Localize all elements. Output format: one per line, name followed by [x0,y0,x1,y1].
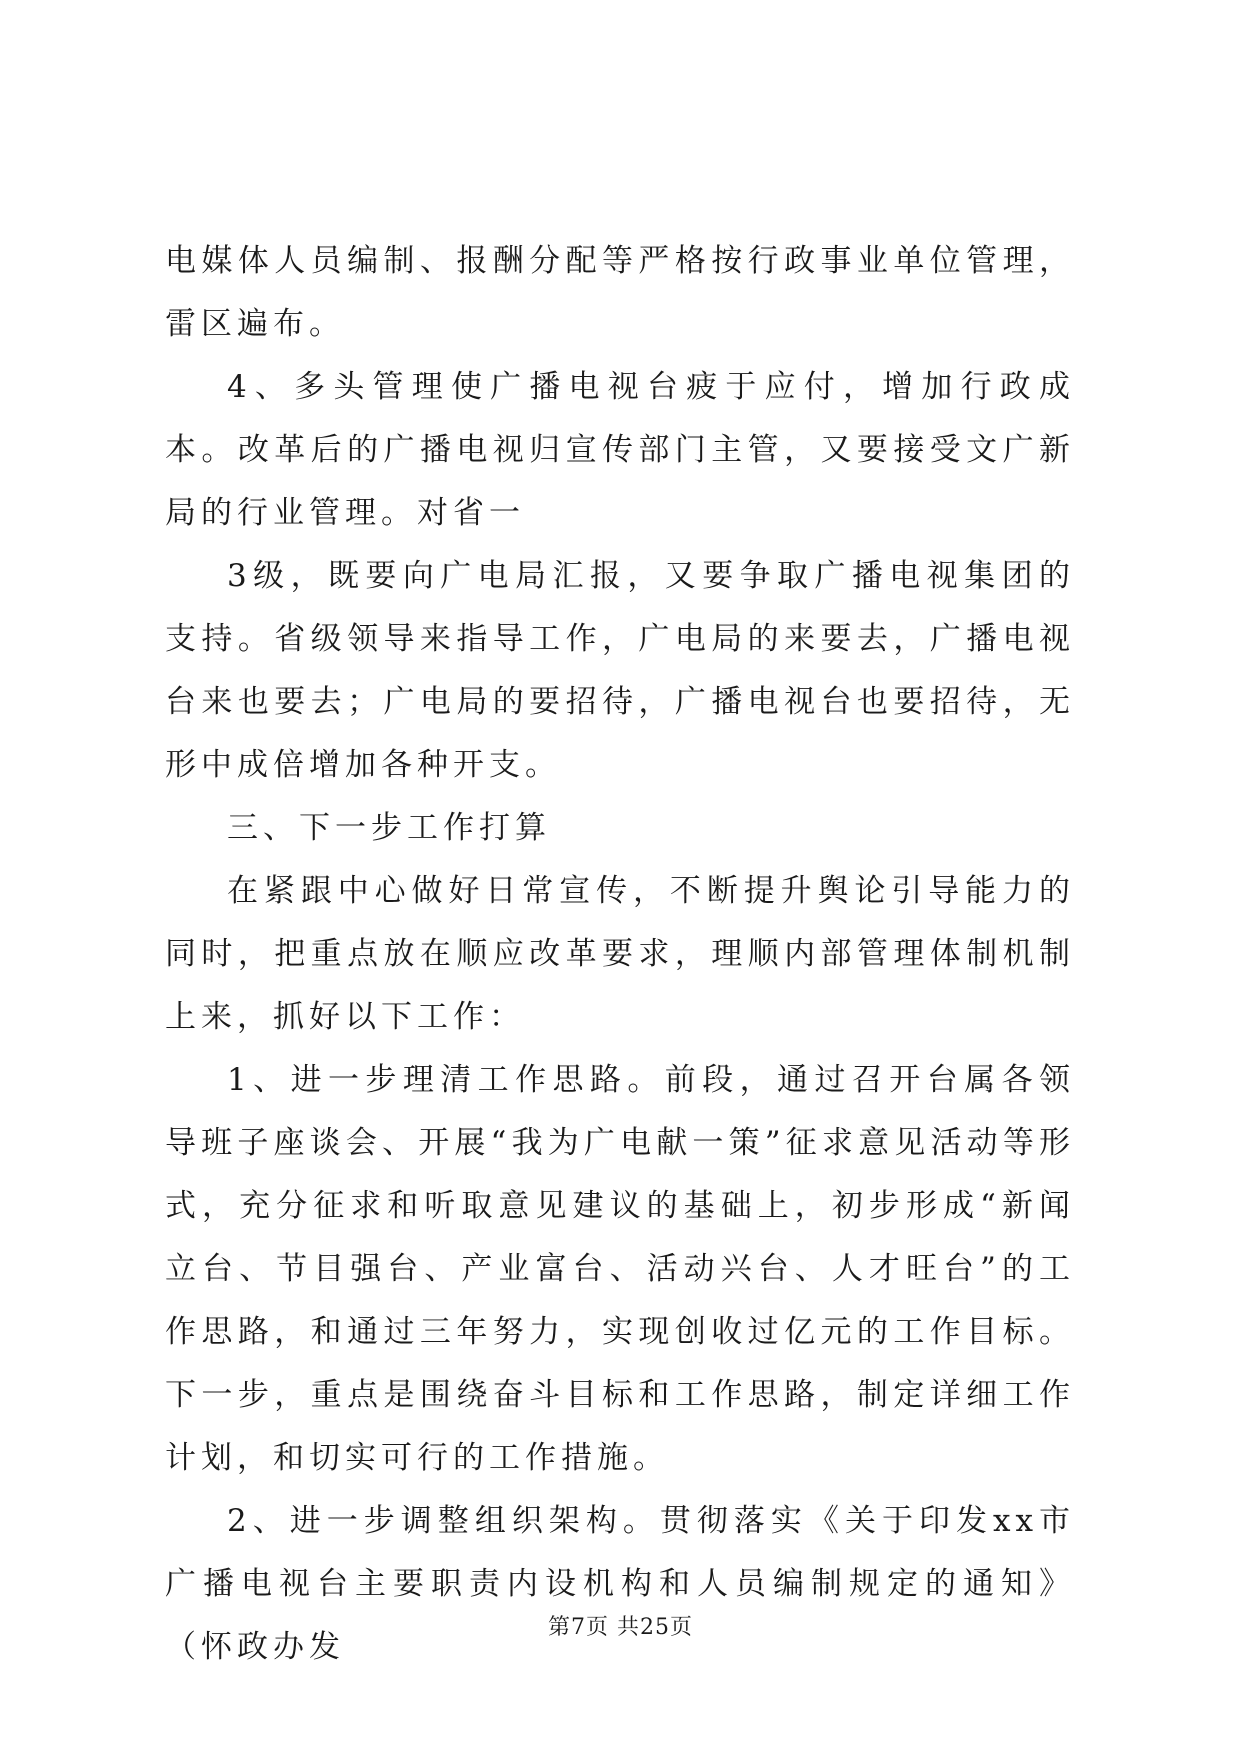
paragraph-2: 4、多头管理使广播电视台疲于应付，增加行政成本。改革后的广播电视归宣传部门主管，又要接受文广新局的行业管理。对省一 [165,369,1075,531]
paragraph-6: 2、进一步调整组织架构。贯彻落实《关于印发xx市广播电视台主要职责内设机构和人员编制规定的通知》（怀政办发 [165,1503,1075,1665]
page-footer: 第7页 共25页 [548,1615,693,1640]
paragraph-1: 电媒体人员编制、报酬分配等严格按行政事业单位管理，雷区遍布。 [165,243,1075,342]
paragraph-5: 1、进一步理清工作思路。前段，通过召开台属各领导班子座谈会、开展“我为广电献一策”征求意见活动等形式，充分征求和听取意见建议的基础上，初步形成“新闻立台、节目强台、产业富台、活动兴台、人才旺台”的工作思路，和通过三年努力，实现创收过亿元的工作目标。下一步，重点是围绕奋斗目标和工作思路，制定详细工作计划，和切实可行的工作措施。 [165,1062,1075,1476]
paragraph-4: 在紧跟中心做好日常宣传，不断提升舆论引导能力的同时，把重点放在顺应改革要求，理顺内部管理体制机制上来，抓好以下工作： [165,873,1075,1035]
document-body [165,230,1075,1679]
paragraph-3: 3级，既要向广电局汇报，又要争取广播电视集团的支持。省级领导来指导工作，广电局的来要去，广播电视台来也要去；广电局的要招待，广播电视台也要招待，无形中成倍增加各种开支。 [165,558,1075,783]
section-heading: 三、下一步工作打算 [227,810,551,846]
